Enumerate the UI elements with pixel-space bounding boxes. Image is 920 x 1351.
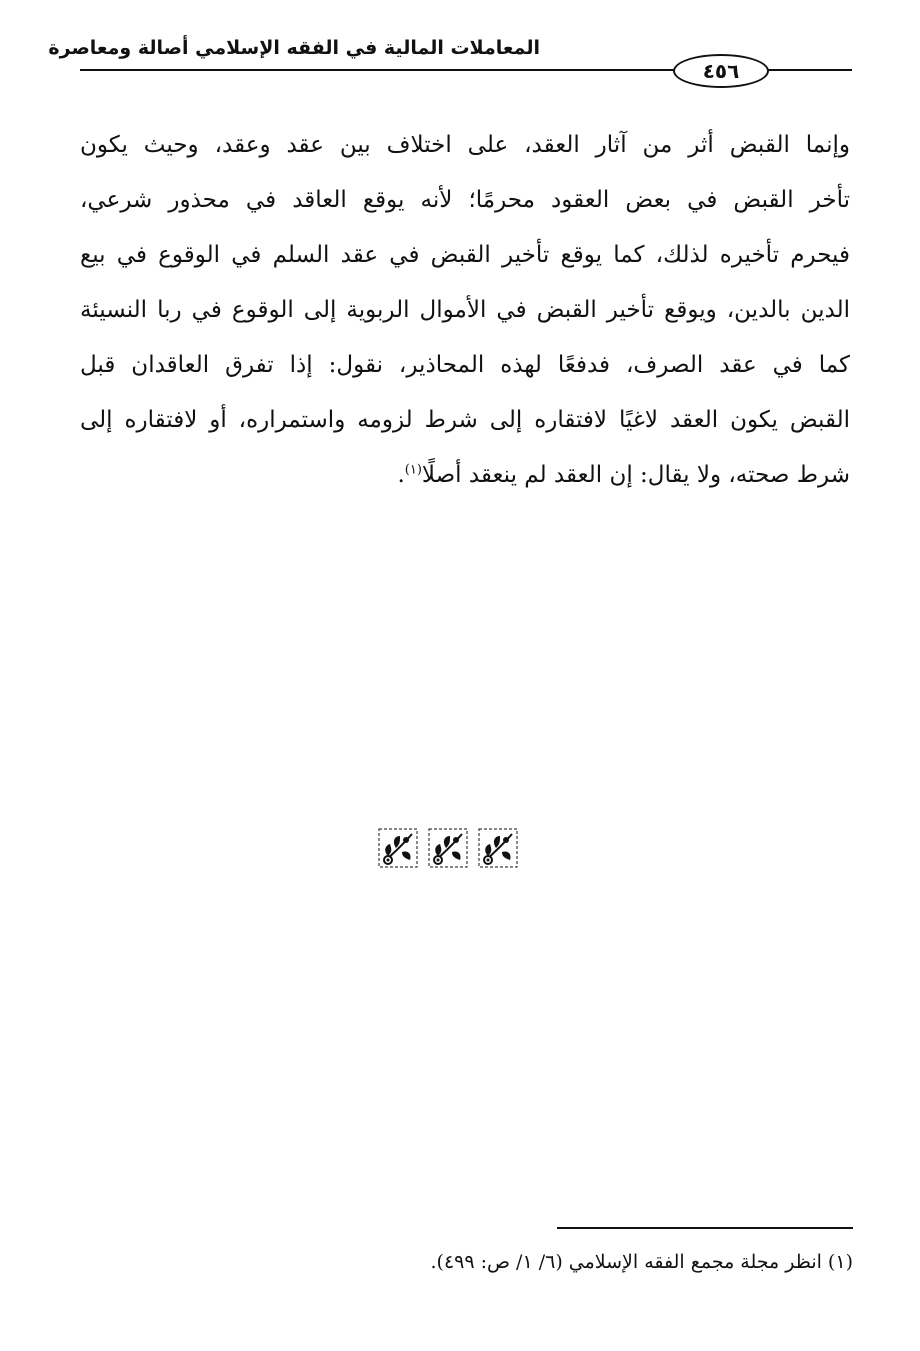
body-line: وإنما القبض أثر من آثار العقد، على اختلاف بين عقد وعقد، وحيث يكون [80, 132, 850, 158]
body-paragraph [80, 118, 850, 503]
footnote-reference[interactable]: (١) [404, 462, 422, 478]
page-header [48, 28, 860, 98]
sentence-end: . [397, 462, 405, 488]
page-number: ٤٥٦ [673, 54, 769, 88]
body-line: كما في عقد الصرف، فدفعًا لهذه المحاذير، نقول: إذا تفرق العاقدان قبل [80, 352, 850, 378]
floral-ornament-icon [378, 828, 418, 868]
running-title: المعاملات المالية في الفقه الإسلامي أصالة ومعاصرة [48, 37, 540, 59]
floral-ornament-icon [478, 828, 518, 868]
body-line: تأخر القبض في بعض العقود محرمًا؛ لأنه يوقع العاقد في محذور شرعي، [80, 187, 850, 213]
body-line: الدين بالدين، ويوقع تأخير القبض في الأموال الربوية إلى الوقوع في ربا النسيئة [80, 297, 850, 323]
body-line-last [80, 448, 850, 503]
floral-ornament-icon [428, 828, 468, 868]
footnote: (١) انظر مجلة مجمع الفقه الإسلامي (٦/ ١/ ص: ٤٩٩). [430, 1251, 853, 1273]
footnote-separator [557, 1227, 853, 1229]
section-divider-ornament [378, 828, 518, 868]
body-line: فيحرم تأخيره لذلك، كما يوقع تأخير القبض في عقد السلم في الوقوع في بيع [80, 242, 850, 268]
body-line-text: شرط صحته، ولا يقال: إن العقد لم ينعقد أصلًا [421, 462, 850, 488]
body-line: القبض يكون العقد لاغيًا لافتقاره إلى شرط لزومه واستمراره، أو لافتقاره إلى [80, 407, 850, 433]
